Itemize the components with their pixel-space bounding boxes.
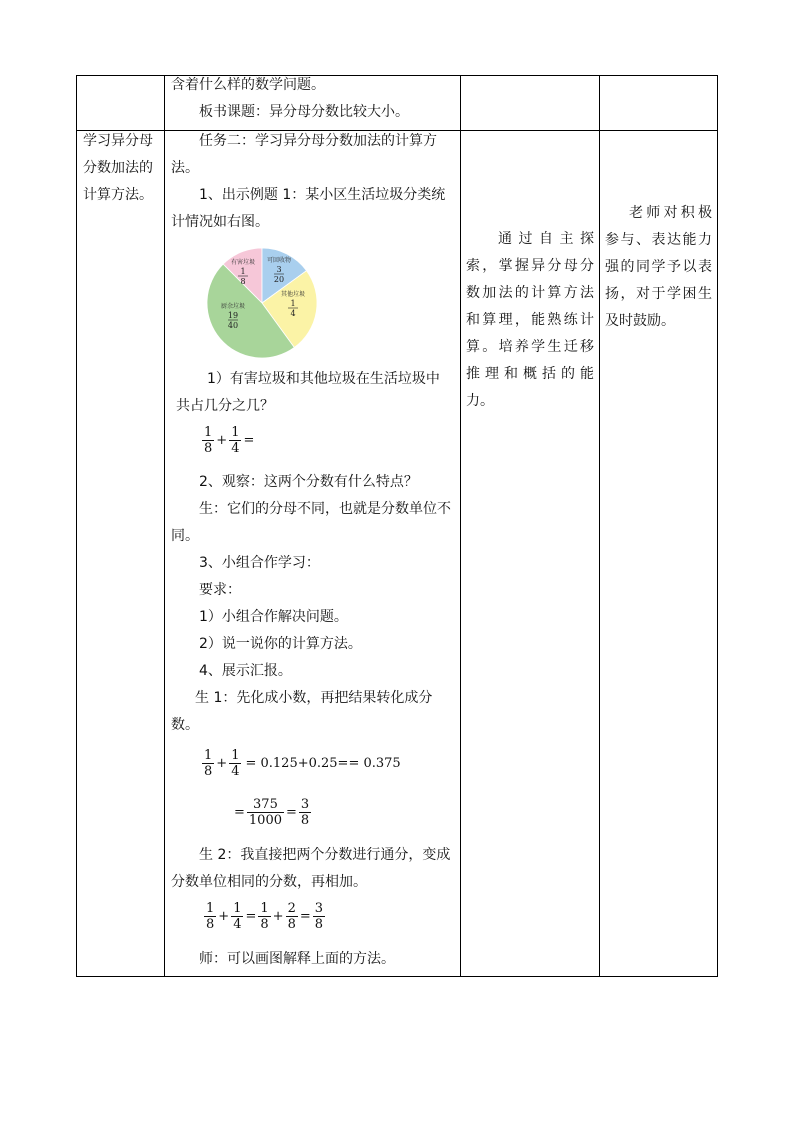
report-line: 4、展示汇报。 — [199, 663, 292, 679]
numerator: 1 — [231, 748, 240, 763]
fraction — [231, 901, 243, 932]
numerator: 1 — [231, 425, 240, 440]
equals-sign: = — [234, 805, 245, 820]
row1-line-2: 板书课题：异分母分数比较大小。 — [199, 104, 409, 120]
fraction — [229, 748, 241, 779]
numerator: 2 — [287, 901, 296, 916]
student-line-2: 同。 — [171, 528, 199, 544]
task-line-2: 法。 — [171, 160, 199, 176]
teacher-line: 师：可以画图解释上面的方法。 — [199, 951, 395, 967]
denominator: 8 — [314, 917, 324, 932]
denominator: 8 — [206, 917, 215, 932]
s2-line-1: 生 2：我直接把两个分数进行通分，变成 — [199, 847, 451, 863]
student-line-1: 生：它们的分母不同，也就是分数单位不 — [199, 501, 451, 517]
example-line-1: 1、出示例题 1：某小区生活垃圾分类统 — [199, 187, 446, 203]
plus-sign: + — [218, 909, 230, 924]
denominator: 4 — [231, 441, 240, 456]
s1-line-1: 生 1：先化成小数，再把结果转化成分 — [195, 690, 433, 706]
equation-1 — [201, 425, 255, 456]
group-section — [171, 550, 457, 685]
row1-content — [171, 72, 457, 126]
fraction — [299, 797, 311, 828]
student-1-method — [171, 685, 457, 739]
pie-slice-denominator: 40 — [227, 321, 239, 330]
eval-line-1: 老师对积极 — [629, 205, 712, 221]
equation-2 — [201, 748, 402, 779]
plus-sign: + — [216, 433, 228, 448]
fraction — [202, 748, 214, 779]
fraction — [247, 797, 284, 828]
eval-line-4: 扬，对于学困生 — [605, 286, 712, 302]
fraction — [286, 901, 298, 932]
equals-sign: = — [243, 433, 255, 448]
plus-sign: + — [272, 909, 284, 924]
group-line: 3、小组合作学习： — [199, 555, 320, 571]
observe-line: 2、观察：这两个分数有什么特点？ — [199, 474, 418, 490]
pie-slice-numerator: 19 — [227, 311, 239, 320]
numerator: 1 — [260, 901, 269, 916]
requirement-2: 2）说一说你的计算方法。 — [199, 636, 362, 652]
denominator: 4 — [233, 917, 242, 932]
example-text — [171, 182, 457, 236]
goal-line-7: 力。 — [466, 393, 494, 409]
question-1-line-1: 1）有害垃圾和其他垃圾在生活垃圾中 — [207, 371, 440, 387]
task-heading — [171, 128, 457, 182]
goal-line-1: 通过自主探 — [498, 231, 594, 247]
numerator: 1 — [206, 901, 215, 916]
pie-slice-numerator: 1 — [290, 299, 296, 308]
numerator: 1 — [204, 425, 213, 440]
waste-pie-chart — [203, 246, 321, 360]
goal-line-6: 推理和概括的能 — [466, 366, 594, 382]
table-col-divider-2 — [460, 75, 461, 977]
table-col-divider-3 — [599, 75, 600, 977]
numerator: 3 — [300, 797, 310, 812]
stage-line-1: 学习异分母 — [83, 133, 153, 149]
require-line: 要求： — [199, 582, 241, 598]
observe-text — [171, 469, 457, 496]
equation-4 — [203, 901, 326, 932]
denominator: 4 — [231, 764, 240, 779]
goal-line-4: 和算理，能熟练计 — [466, 312, 594, 328]
equals-sign: = — [286, 805, 297, 820]
table-col-divider-1 — [164, 75, 165, 977]
pie-slice-label: 可回收物 — [266, 257, 292, 264]
student-answer — [171, 496, 457, 550]
goals-cell — [466, 226, 594, 415]
goal-line-2: 索，掌握异分母分 — [466, 258, 594, 274]
eval-line-5: 及时鼓励。 — [605, 313, 675, 329]
table-border-left — [76, 75, 77, 977]
question-1-line-2: 共占几分之几？ — [176, 398, 274, 414]
teacher-note — [171, 946, 457, 973]
plus-sign: + — [216, 756, 228, 771]
stage-cell — [83, 128, 163, 209]
equation-3 — [233, 797, 312, 828]
pie-slice-denominator: 8 — [240, 277, 246, 286]
denominator: 8 — [204, 441, 213, 456]
table-border-bottom — [76, 976, 718, 977]
denominator: 8 — [260, 917, 269, 932]
pie-slice-label: 厨余垃圾 — [220, 303, 246, 310]
denominator: 1000 — [248, 813, 282, 828]
stage-line-2: 分数加法的 — [83, 160, 153, 176]
equals-sign: = — [245, 909, 257, 924]
row1-line-1: 含着什么样的数学问题。 — [171, 77, 325, 93]
denominator: 8 — [287, 917, 296, 932]
pie-slice-label: 其他垃圾 — [280, 291, 306, 298]
decimal-result: = 0.125+0.25== 0.375 — [245, 756, 401, 771]
stage-line-3: 计算方法。 — [83, 187, 153, 203]
equals-sign: = — [299, 909, 311, 924]
s1-line-2: 数。 — [171, 717, 199, 733]
fraction — [229, 425, 241, 456]
fraction — [313, 901, 325, 932]
requirement-1: 1）小组合作解决问题。 — [199, 609, 348, 625]
denominator: 8 — [204, 764, 213, 779]
goal-line-3: 数加法的计算方法 — [466, 285, 594, 301]
example-line-2: 计情况如右图。 — [171, 214, 269, 230]
pie-slice-numerator: 1 — [240, 267, 246, 276]
question-1 — [171, 366, 457, 420]
s2-line-2: 分数单位相同的分数，再相加。 — [171, 874, 367, 890]
numerator: 375 — [253, 797, 278, 812]
task-line-1: 任务二：学习异分母分数加法的计算方 — [199, 133, 437, 149]
fraction — [258, 901, 270, 932]
numerator: 1 — [233, 901, 242, 916]
denominator: 8 — [300, 813, 310, 828]
fraction — [202, 425, 214, 456]
eval-line-3: 强的同学予以表 — [605, 259, 712, 275]
pie-slice-numerator: 3 — [276, 265, 282, 274]
eval-line-2: 参与、表达能力 — [605, 232, 712, 248]
fraction — [204, 901, 216, 932]
pie-slice-label: 有害垃圾 — [230, 259, 256, 266]
evaluation-cell — [605, 200, 712, 335]
numerator: 3 — [314, 901, 324, 916]
pie-slice-denominator: 20 — [273, 275, 285, 284]
student-2-method — [171, 842, 457, 896]
table-border-right — [717, 75, 718, 977]
goal-line-5: 算。培养学生迁移 — [466, 339, 594, 355]
numerator: 1 — [204, 748, 213, 763]
pie-slice-denominator: 4 — [290, 309, 296, 318]
